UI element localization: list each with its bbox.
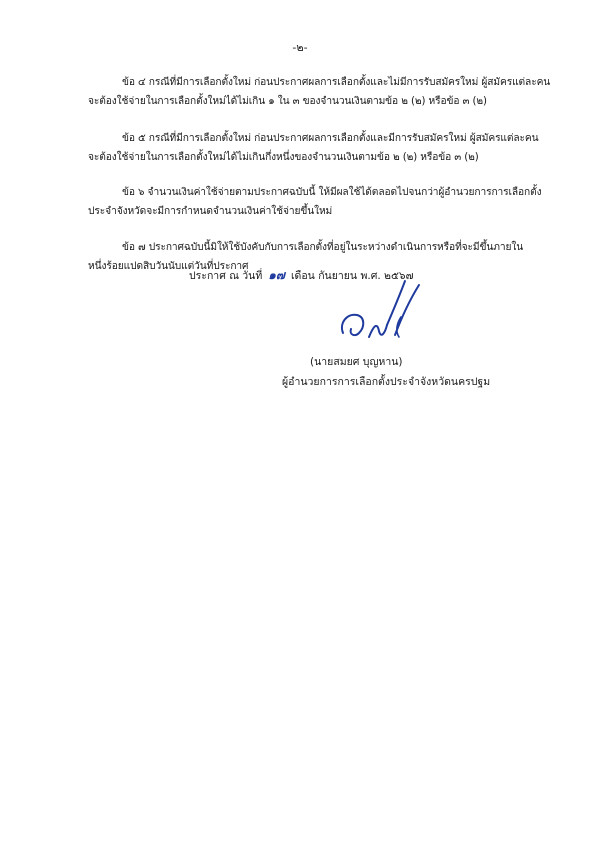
page-number: -๒- [292, 41, 308, 54]
clause-6 [88, 183, 542, 221]
signer-name: (นายสมยศ บุญหาน) [310, 356, 403, 368]
clause-4-line-2: จะต้องใช้จ่ายในการเลือกตั้งใหม่ได้ไม่เกิน ๑ ใน ๓ ของจำนวนเงินตามข้อ ๒ (๒) หรือข้อ ๓ (๒) [88, 96, 487, 107]
clause-6-line-1: ข้อ ๖ จำนวนเงินค่าใช้จ่ายตามประกาศฉบับนี้ ให้มีผลใช้ได้ตลอดไปจนกว่าผู้อำนวยการการเลือกตั้ง [122, 187, 542, 198]
signer-title: ผู้อำนวยการการเลือกตั้งประจำจังหวัดนครปฐม [282, 376, 491, 388]
clause-7-line-2: หนึ่งร้อยแปดสิบวันนับแต่วันที่ประกาศ [88, 261, 249, 272]
signature-image [335, 275, 425, 350]
clause-4-line-1: ข้อ ๔ กรณีที่มีการเลือกตั้งใหม่ ก่อนประกาศผลการเลือกตั้งและไม่มีการรับสมัครใหม่ ผู้สมัครแต่ละคน [122, 77, 551, 88]
clause-7-line-1: ข้อ ๗ ประกาศฉบับนี้มิให้ใช้บังคับกับการเลือกตั้งที่อยู่ในระหว่างดำเนินการหรือที่จะมีขึ้นภายใน [122, 242, 524, 253]
date-suffix: เดือน กันยายน พ.ศ. ๒๕๖๗ [290, 270, 414, 282]
date-day-handwritten: ๑๗ [268, 268, 285, 282]
clause-4 [88, 73, 551, 111]
clause-5 [88, 129, 539, 167]
clause-5-line-1: ข้อ ๕ กรณีที่มีการเลือกตั้งใหม่ ก่อนประกาศผลการเลือกตั้งและมีการรับสมัครใหม่ ผู้สมัครแต่ละคน [122, 133, 539, 144]
date-prefix: ประกาศ ณ วันที่ [189, 270, 263, 282]
clause-5-line-2: จะต้องใช้จ่ายในการเลือกตั้งใหม่ได้ไม่เกินกึ่งหนึ่งของจำนวนเงินตามข้อ ๒ (๒) หรือข้อ ๓ (๒) [88, 152, 479, 163]
clause-6-line-2: ประจำจังหวัดจะมีการกำหนดจำนวนเงินค่าใช้จ่ายขึ้นใหม่ [88, 206, 333, 217]
